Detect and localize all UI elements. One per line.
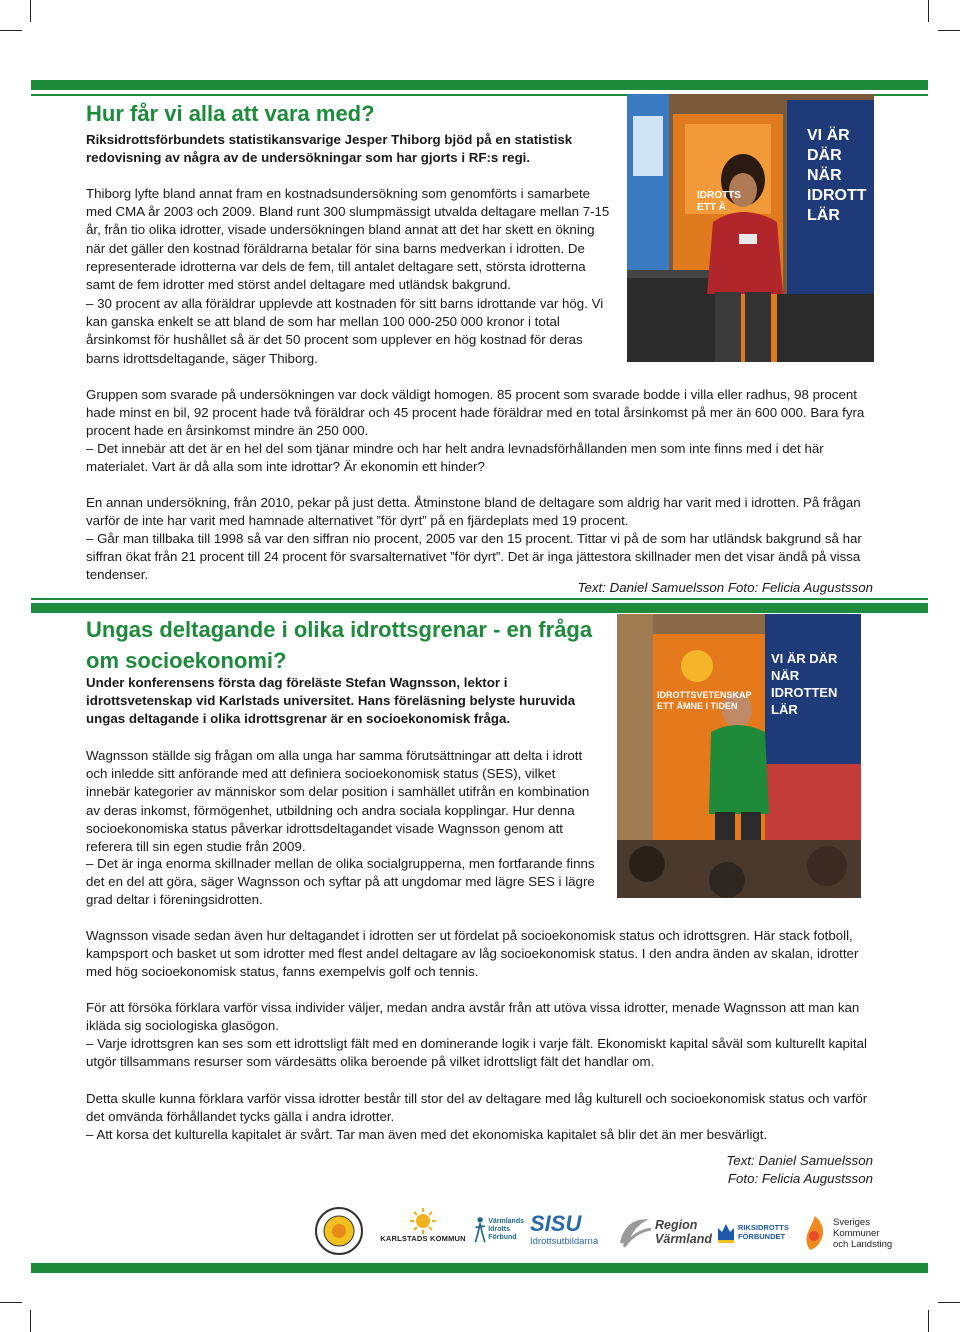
skl-text-2: Kommuner [833,1227,880,1239]
article2-paragraph: Wagnsson visade sedan även hur deltagandet i idrotten ser ut fördelat på socioekonomisk status och idrottsgren. Här stack fotboll, kampsport och basket ut som idrotter med flest andel deltagare av låg socioekonomisk status. I den andra änden av skalan, idrotter med hög socioekonomisk status, fanns exempelvis golf och tennis. [86,928,859,980]
region-varmland-logo [616,1212,712,1252]
article1-heading: Hur får vi alla att vara med? [86,101,375,126]
skl-flame-icon [800,1214,830,1252]
riksidrottsforbundet-logo [716,1218,796,1246]
article2-paragraph: Wagnsson ställde sig frågan om alla unga har samma förutsättningar att delta i idrott och inledde sitt anförande med att definiera socioekonomisk status (SES), vilket innebär kategorier av människor som delar position i samhället utifrån en kombination av deras inkomst, förmögenhet, utbildning och andra sociala kopplingar. Hur denna socioekonomiska status påverkar idrottsdeltagandet visade Wagnsson genom att referera till sin egen studie från 2009. [86,748,590,855]
middle-green-line [31,598,928,600]
article2-paragraph: För att försöka förklara varför vissa individer väljer, medan andra avstår från att utöva vissa idrotter, menade Wagnsson att man kan ikläda sig sociologiska glasögon. [86,1000,860,1034]
crop-mark [0,30,22,31]
article2-quote: – Att korsa det kulturella kapitalet är svårt. Tar man även med det ekonomiska kapitalet så blir det än mer besvärligt. [86,1127,768,1142]
varmlands-text-2: Idrotts [488,1226,510,1233]
photo2-banner-text: VI ÄR DÄR NÄR IDROTTEN LÄR [771,651,838,717]
region-swoosh-icon [616,1213,653,1251]
top-green-band [31,80,928,90]
photo1-banner-text: VI ÄR DÄR NÄR IDROTT LÄR [807,127,867,224]
photo-speaker-wagnsson [617,614,861,898]
skl-text-3: och Landsting [833,1238,893,1250]
region-text: Region [655,1218,698,1232]
article2-credit-photo: Foto: Felicia Augustsson [727,1171,873,1186]
sisu-text: SISU [530,1211,582,1236]
article2-paragraph: Detta skulle kunna förklara varför vissa idrotter består till stor del av deltagare med låg kulturell och socioekonomisk status och varför det omvända förhållandet tycks gälla i andra idrotter. [86,1091,868,1125]
article1-quote: – Går man tillbaka till 1998 så var den siffran nio procent, 2005 var den 15 procent. Tittar vi på de som har utländsk bakgrund så har siffran ökat från 21 procent till 24 procent för svarsalternativet ”för dyrt”. Det är inga jättestora skillnader men det visar ändå på vissa tendenser. [86,531,862,583]
article2-quote: – Varje idrottsgren kan ses som ett idrottsligt fält med en dominerande logik i varje fält. Ekonomiskt kapital såväl som kulturellt kapital utgör tillsammans resurser som värdesätts olika beroende på vilket idrottsligt fält det handlar om. [86,1036,867,1070]
photo1-poster-text: IDROTTS ETT Ä [697,190,741,213]
crop-mark [938,30,960,31]
sun-icon [410,1208,436,1234]
photo-speaker-thiborg [627,94,874,362]
crop-mark [928,0,929,22]
article1-paragraph: En annan undersökning, från 2010, pekar på just detta. Åtminstone bland de deltagare som aldrig har varit med i idrotten. På frågan varför de inte har varit med hamnade alternativet ”för dyrt” på en fjärdeplats med 19 procent. [86,495,861,529]
athlete-icon [474,1210,486,1250]
varmlands-idrottsforbund-logo [474,1208,524,1252]
rf-text-1: RIKSIDROTTS [738,1223,789,1232]
sisu-subtext: Idrottsutbildarna [530,1236,599,1247]
sisu-logo [530,1212,610,1254]
varmland-text: Värmland [655,1232,712,1246]
university-seal-icon [314,1206,364,1256]
rf-crown-icon [716,1220,736,1244]
karlstads-kommun-logo [380,1208,466,1248]
photo2-poster-text: IDROTTSVETENSKAP ETT ÄMNE I TIDEN [657,690,752,711]
article2-credit-text: Text: Daniel Samuelsson [726,1153,873,1168]
article1-paragraph: Thiborg lyfte bland annat fram en kostnadsundersökning som genomförts i samarbete med CMA år 2003 och 2009. Bland runt 300 slumpmässigt utvalda deltagare mellan 7-15 år, från tio olika idrotter, visade undersökningen bland annat att det har skett en ökning när det gäller den kostnad föräldrarna betalar för sina barns medverkan i idrotten. De representerade idrotterna var dels de fem, till antalet deltagare sett, största idrotterna samt de fem idrotter med störst andel deltagare med utländsk bakgrund. [86,186,610,293]
article1-lead: Riksidrottsförbundets statistikansvarige Jesper Thiborg bjöd på en statistisk redovisning av några av de undersökningar som har gjorts i RF:s regi. [86,132,573,166]
crop-mark [30,1310,31,1332]
article2-lead: Under konferensens första dag föreläste Stefan Wagnsson, lektor i idrottsvetenskap vid Karlstads universitet. Hans föreläsning belyste huruvida ungas deltagande i olika idrottsgrenar är en socioekonomisk fråga. [86,675,576,727]
rf-text-2: FÖRBUNDET [738,1232,786,1241]
crop-mark [30,0,31,22]
bottom-green-band [31,1263,928,1273]
article1-credit: Text: Daniel Samuelsson Foto: Felicia Augustsson [577,580,873,595]
skl-logo [800,1212,904,1254]
article2-quote: – Det är inga enorma skillnader mellan de olika socialgrupperna, men fortfarande finns det en del att göra, säger Wagnsson och syftar på att ungdomar med lägre SES i lägre grad deltar i föreningsidrotten. [86,856,595,908]
karlstads-kommun-text: KARLSTADS KOMMUN [380,1234,466,1243]
article1-paragraph: Gruppen som svarade på undersökningen var dock väldigt homogen. 85 procent som svarade bodde i villa eller radhus, 98 procent hade minst en bil, 92 procent hade två föräldrar och 45 procent hade föräldrar med en total årsinkomst på mer än 600 000. Bara fyra procent hade en årsinkomst mindre än 250 000. [86,387,865,439]
skl-text-1: Sveriges [833,1216,870,1228]
varmlands-text-1: Värmlands [488,1218,524,1225]
karlstad-university-seal [314,1206,364,1256]
article2-heading: Ungas deltagande i olika idrottsgrenar - en fråga om socioekonomi? [86,617,593,673]
crop-mark [0,1302,22,1303]
article1-quote: – Det innebär att det är en hel del som tjänar mindre och har helt andra levnadsförhållanden men som inte finns med i det här materialet. Vart är då alla som inte idrottar? Är ekonomin ett hinder? [86,441,824,475]
middle-green-band [31,603,928,613]
crop-mark [938,1302,960,1303]
crop-mark [928,1310,929,1332]
article1-quote: – 30 procent av alla föräldrar upplevde att kostnaden för sitt barns idrottande var hög. Vi kan ganska enkelt se att bland de som har mellan 100 000-250 000 kronor i total årsinkomst för hushållet så är det 50 procent som upplever en hög kostnad för deras barns idrottsdeltagande, säger Thiborg. [86,296,604,366]
varmlands-text-3: Förbund [488,1234,517,1241]
